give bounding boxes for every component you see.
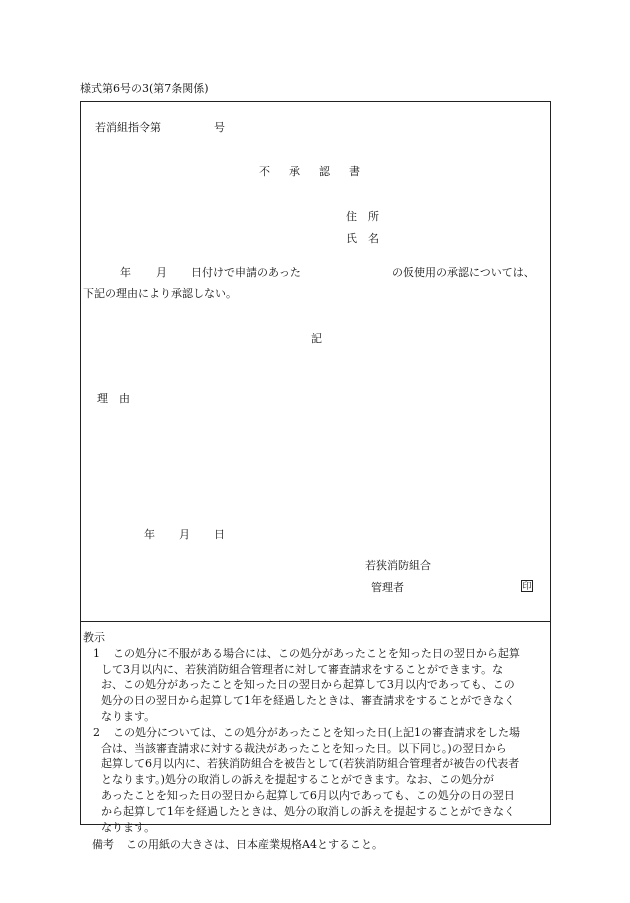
reason-label: 理 由 [97,392,130,405]
notice-item-line: となります。)処分の取消しの訴えを提起することができます。なお、この処分が [101,773,495,787]
name-label: 氏 名 [346,232,379,245]
notice-item-line: 合は、当該審査請求に対する裁決があったことを知った日。以下同じ。)の翌日から [101,741,507,755]
body-month: 月 [156,266,167,279]
notice-item-line: なります。 [101,820,156,834]
date-month: 月 [179,528,190,541]
date-day: 日 [214,528,225,541]
document-title: 不 承 認 書 [259,165,364,178]
ki-heading: 記 [311,332,322,345]
address-label: 住 所 [346,210,379,223]
notice-item-line: あったことを知った日の翌日から起算して6月以内であっても、この処分の日の翌日 [101,788,515,802]
footer-label: 備考 [92,838,114,851]
notice-item [83,646,548,725]
body-text-end: の仮使用の承認については、 [392,266,535,279]
notice-item-line: から起算して1年を経過したときは、処分の取消しの訴えを提起することができなく [101,804,515,818]
notice-item-line: この処分については、この処分があったことを知った日(上記1の審査請求をした場 [113,725,520,739]
body-text-mid: 日付けで申請のあった [191,266,301,279]
notice-item-line: なります。 [101,709,156,723]
form-identifier: 様式第6号の3(第7条関係) [80,82,209,95]
doc-number-suffix: 号 [214,121,225,134]
notice-item [83,725,548,836]
footer-text: この用紙の大きさは、日本産業規格A4とすること。 [126,838,383,851]
notice-item-line: 処分の日の翌日から起算して1年を経過したときは、審査請求をすることができなく [101,694,515,708]
notice-section [83,630,548,835]
notice-item-number: 2 [93,725,100,739]
footer-remark [92,836,383,852]
notice-item-line: お、この処分があったことを知った日の翌日から起算して3月以内であっても、この [101,678,515,692]
body-text-line2: 下記の理由により承認しない。 [83,287,237,300]
date-year: 年 [144,528,155,541]
notice-item-line: して3月以内に、若狭消防組合管理者に対して審査請求をすることができます。な [101,662,504,676]
notice-heading: 教示 [83,631,105,644]
body-year: 年 [120,266,131,279]
notice-item-line: 起算して6月以内に、若狭消防組合を被告として(若狭消防組合管理者が被告の代表者 [101,757,520,771]
issuer-title: 管理者 [371,581,404,594]
issuer-organization: 若狭消防組合 [365,559,431,572]
doc-number-prefix: 若消組指令第 [95,121,161,134]
seal-mark: 印 [522,582,532,592]
notice-item-number: 1 [93,646,100,660]
notice-divider [81,621,550,622]
notice-item-line: この処分に不服がある場合には、この処分があったことを知った日の翌日から起算 [113,646,520,660]
